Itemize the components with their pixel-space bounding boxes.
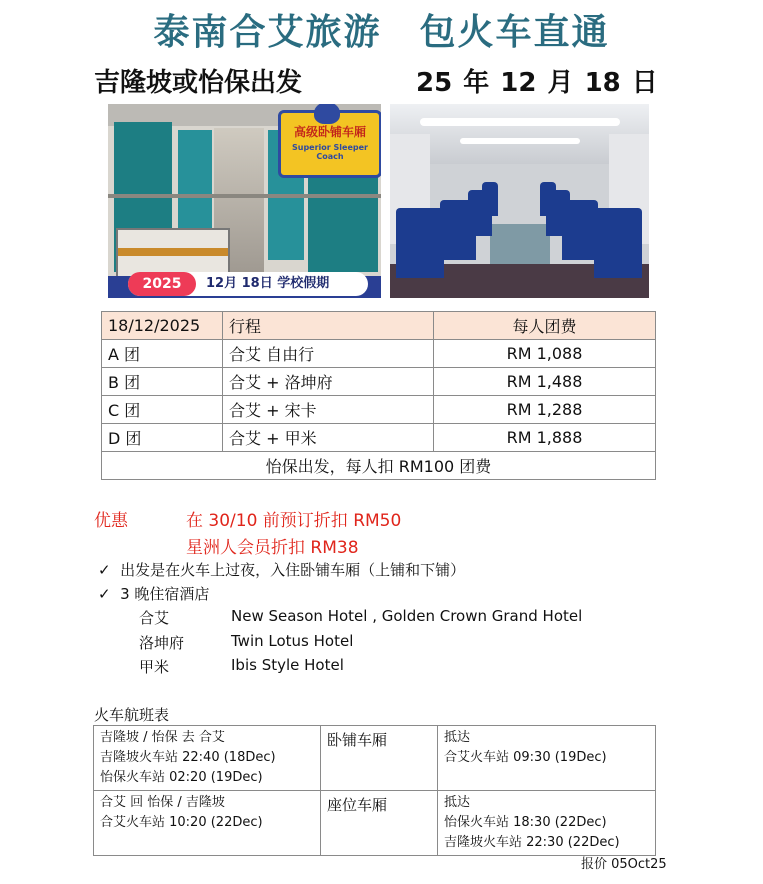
badge-cn-text: 高级卧铺车厢 — [293, 125, 366, 139]
table-header-row — [102, 312, 656, 340]
price-cell: RM 1,288 — [434, 396, 656, 424]
seat — [540, 182, 556, 216]
departure-subtitle: 吉隆坡或怡保出发 — [94, 68, 303, 98]
bunk-rail — [108, 194, 381, 198]
seat — [482, 182, 498, 216]
hotel-city: 合艾 — [139, 609, 170, 627]
table-row — [94, 791, 656, 856]
check-item-text: 3 晚住宿酒店 — [120, 585, 210, 603]
quote-date: 报价 05Oct25 — [581, 857, 667, 872]
ipoh-discount-note: 怡保出发，每人扣 RM100 团费 — [102, 452, 656, 480]
banner-year: 2025 — [128, 272, 196, 296]
table-row — [102, 368, 656, 396]
route-cell — [94, 726, 321, 791]
departure-date: 25 年 12 月 18 日 — [416, 68, 658, 98]
ceiling-light — [420, 118, 620, 126]
promo-label: 优惠 — [94, 511, 128, 531]
schedule-title: 火车航班表 — [94, 706, 170, 724]
route-line: 吉隆坡 / 怡保 去 合艾 — [100, 730, 225, 745]
seat-coach-photo — [390, 104, 649, 298]
route-line: 吉隆坡火车站 22:40 (18Dec) — [100, 750, 276, 765]
checkmark-icon: ✓ — [98, 561, 111, 579]
table-row — [102, 424, 656, 452]
hotel-name: Twin Lotus Hotel — [231, 632, 354, 650]
price-cell: RM 1,088 — [434, 340, 656, 368]
mascot-icon — [314, 104, 340, 124]
hotel-city: 洛坤府 — [139, 634, 185, 652]
promo-member: 星洲人会员折扣 RM38 — [186, 538, 359, 558]
sleeper-coach-photo — [108, 104, 381, 298]
check-item — [98, 583, 209, 604]
route-cell: 合艾 + 洛坤府 — [223, 368, 434, 396]
banner-date: 12月 18日 学校假期 — [206, 276, 330, 291]
group-cell: C 团 — [102, 396, 223, 424]
check-item-text: 出发是在火车上过夜，入住卧铺车厢（上铺和下铺） — [120, 561, 466, 579]
ceiling-light — [460, 138, 580, 144]
check-item — [98, 559, 465, 580]
hotel-name: New Season Hotel , Golden Crown Grand Hotel — [231, 607, 583, 625]
date-banner — [128, 272, 368, 296]
coach-cell: 座位车厢 — [321, 791, 438, 856]
arrival-line: 抵达 — [444, 730, 471, 745]
group-cell: D 团 — [102, 424, 223, 452]
itinerary-table — [101, 311, 656, 480]
checkmark-icon: ✓ — [98, 585, 111, 603]
price-cell: RM 1,488 — [434, 368, 656, 396]
route-cell: 合艾 + 宋卡 — [223, 396, 434, 424]
table-row — [94, 726, 656, 791]
train-exterior-inset — [116, 228, 230, 278]
hotel-name: Ibis Style Hotel — [231, 656, 344, 674]
route-cell — [94, 791, 321, 856]
page-title: 泰南合艾旅游 包火车直通 — [153, 12, 610, 53]
price-cell: RM 1,888 — [434, 424, 656, 452]
header-date: 18/12/2025 — [102, 312, 223, 340]
header-price: 每人团费 — [434, 312, 656, 340]
route-cell: 合艾 + 甲米 — [223, 424, 434, 452]
hotel-city: 甲米 — [139, 658, 170, 676]
arrival-cell — [438, 726, 656, 791]
train-schedule-table — [93, 725, 656, 856]
arrival-line: 吉隆坡火车站 22:30 (22Dec) — [444, 835, 620, 850]
route-line: 合艾火车站 10:20 (22Dec) — [100, 815, 263, 830]
arrival-line: 抵达 — [444, 795, 471, 810]
seat — [396, 208, 444, 278]
table-row — [102, 340, 656, 368]
route-line: 怡保火车站 02:20 (19Dec) — [100, 770, 263, 785]
badge-en-text: Superior Sleeper Coach — [292, 143, 368, 161]
seat — [594, 208, 642, 278]
train-stripe — [118, 248, 228, 256]
arrival-cell — [438, 791, 656, 856]
group-cell: B 团 — [102, 368, 223, 396]
table-note-row — [102, 452, 656, 480]
arrival-line: 怡保火车站 18:30 (22Dec) — [444, 815, 607, 830]
promo-early-bird: 在 30/10 前预订折扣 RM50 — [186, 511, 402, 531]
coach-cell: 卧铺车厢 — [321, 726, 438, 791]
route-line: 合艾 回 怡保 / 吉隆坡 — [100, 795, 225, 810]
route-cell: 合艾 自由行 — [223, 340, 434, 368]
group-cell: A 团 — [102, 340, 223, 368]
header-route: 行程 — [223, 312, 434, 340]
table-row — [102, 396, 656, 424]
arrival-line: 合艾火车站 09:30 (19Dec) — [444, 750, 607, 765]
